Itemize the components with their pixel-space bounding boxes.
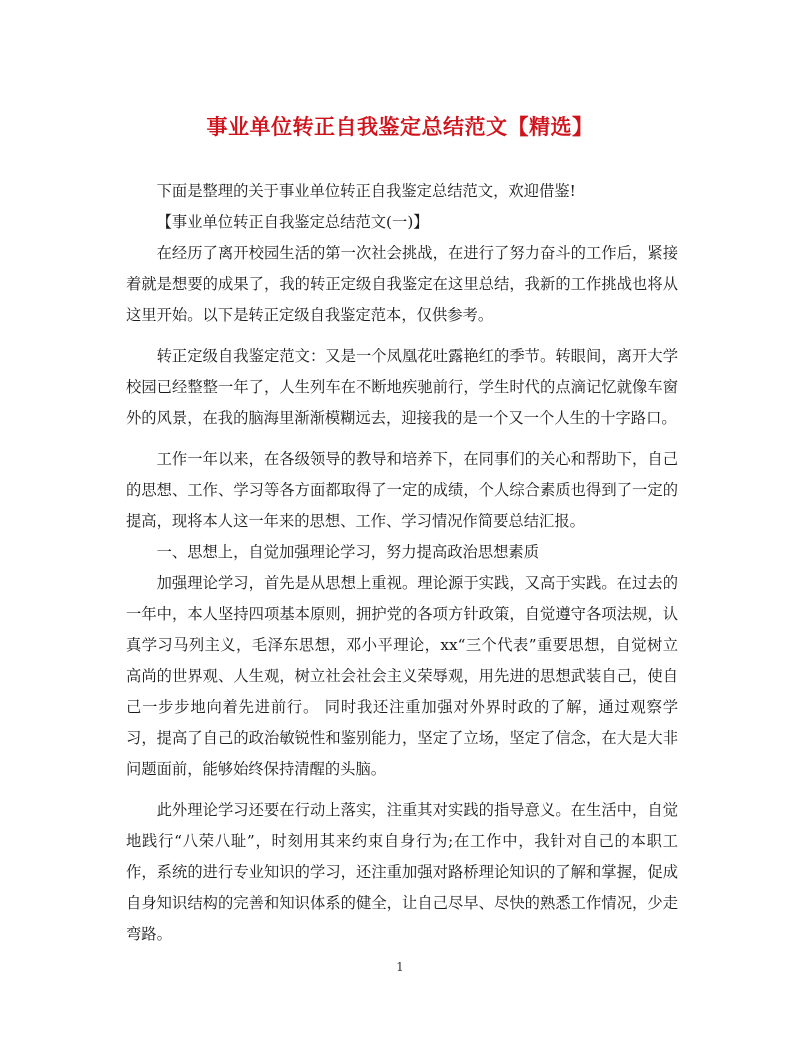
subheading-ideology: 一、思想上，自觉加强理论学习，努力提高政治思想素质 xyxy=(156,543,540,561)
page-number: 1 xyxy=(396,960,404,974)
intro-paragraph: 下面是整理的关于事业单位转正自我鉴定总结范文，欢迎借鉴! xyxy=(156,182,576,200)
body-paragraph-4: 加强理论学习，首先是从思想上重视。理论源于实践，又高于实践。在过去的一年中，本人坚持四项基本原则，拥护党的各项方针政策，自觉遵守各项法规，认真学习马列主义，毛泽东思想，邓小平理论，xx“三个代表”重要思想，自觉树立高尚的世界观、人生观，树立社会社会主义荣辱观，用先进的思想武装自己，使自己一步步地向着先进前行。 同时我还注重加强对外界时政的了解，通过观察学习，提高了自己的政治敏锐性和鉴别能力，坚定了立场，坚定了信念，在大是大非问题面前，能够始终保持清醒的头脑。 xyxy=(126,574,678,778)
document-body xyxy=(126,176,678,950)
body-paragraph-5: 此外理论学习还要在行动上落实，注重其对实践的指导意义。在生活中，自觉地践行“八荣八耻”，时刻用其来约束自身行为;在工作中，我针对自己的本职工作，系统的进行专业知识的学习，还注重加强对路桥理论知识的了解和掌握，促成自身知识结构的完善和知识体系的健全，让自己尽早、尽快的熟悉工作情况，少走弯路。 xyxy=(126,801,678,943)
body-paragraph-2: 转正定级自我鉴定范文：又是一个凤凰花吐露艳红的季节。转眼间，离开大学校园已经整整一年了，人生列车在不断地疾驰前行，学生时代的点滴记忆就像车窗外的风景，在我的脑海里渐渐模糊远去，迎接我的是一个又一个人生的十字路口。 xyxy=(126,347,678,427)
body-paragraph-3: 工作一年以来，在各级领导的教导和培养下，在同事们的关心和帮助下，自己的思想、工作、学习等各方面都取得了一定的成绩，个人综合素质也得到了一定的提高，现将本人这一年来的思想、工作、学习情况作简要总结汇报。 xyxy=(126,450,678,530)
document-title: 事业单位转正自我鉴定总结范文【精选】 xyxy=(206,114,594,139)
body-paragraph-1: 在经历了离开校园生活的第一次社会挑战，在进行了努力奋斗的工作后，紧接着就是想要的成果了，我的转正定级自我鉴定在这里总结，我新的工作挑战也将从这里开始。以下是转正定级自我鉴定范本，仅供参考。 xyxy=(126,244,678,324)
section-heading: 【事业单位转正自我鉴定总结范文(一)】 xyxy=(156,213,429,231)
